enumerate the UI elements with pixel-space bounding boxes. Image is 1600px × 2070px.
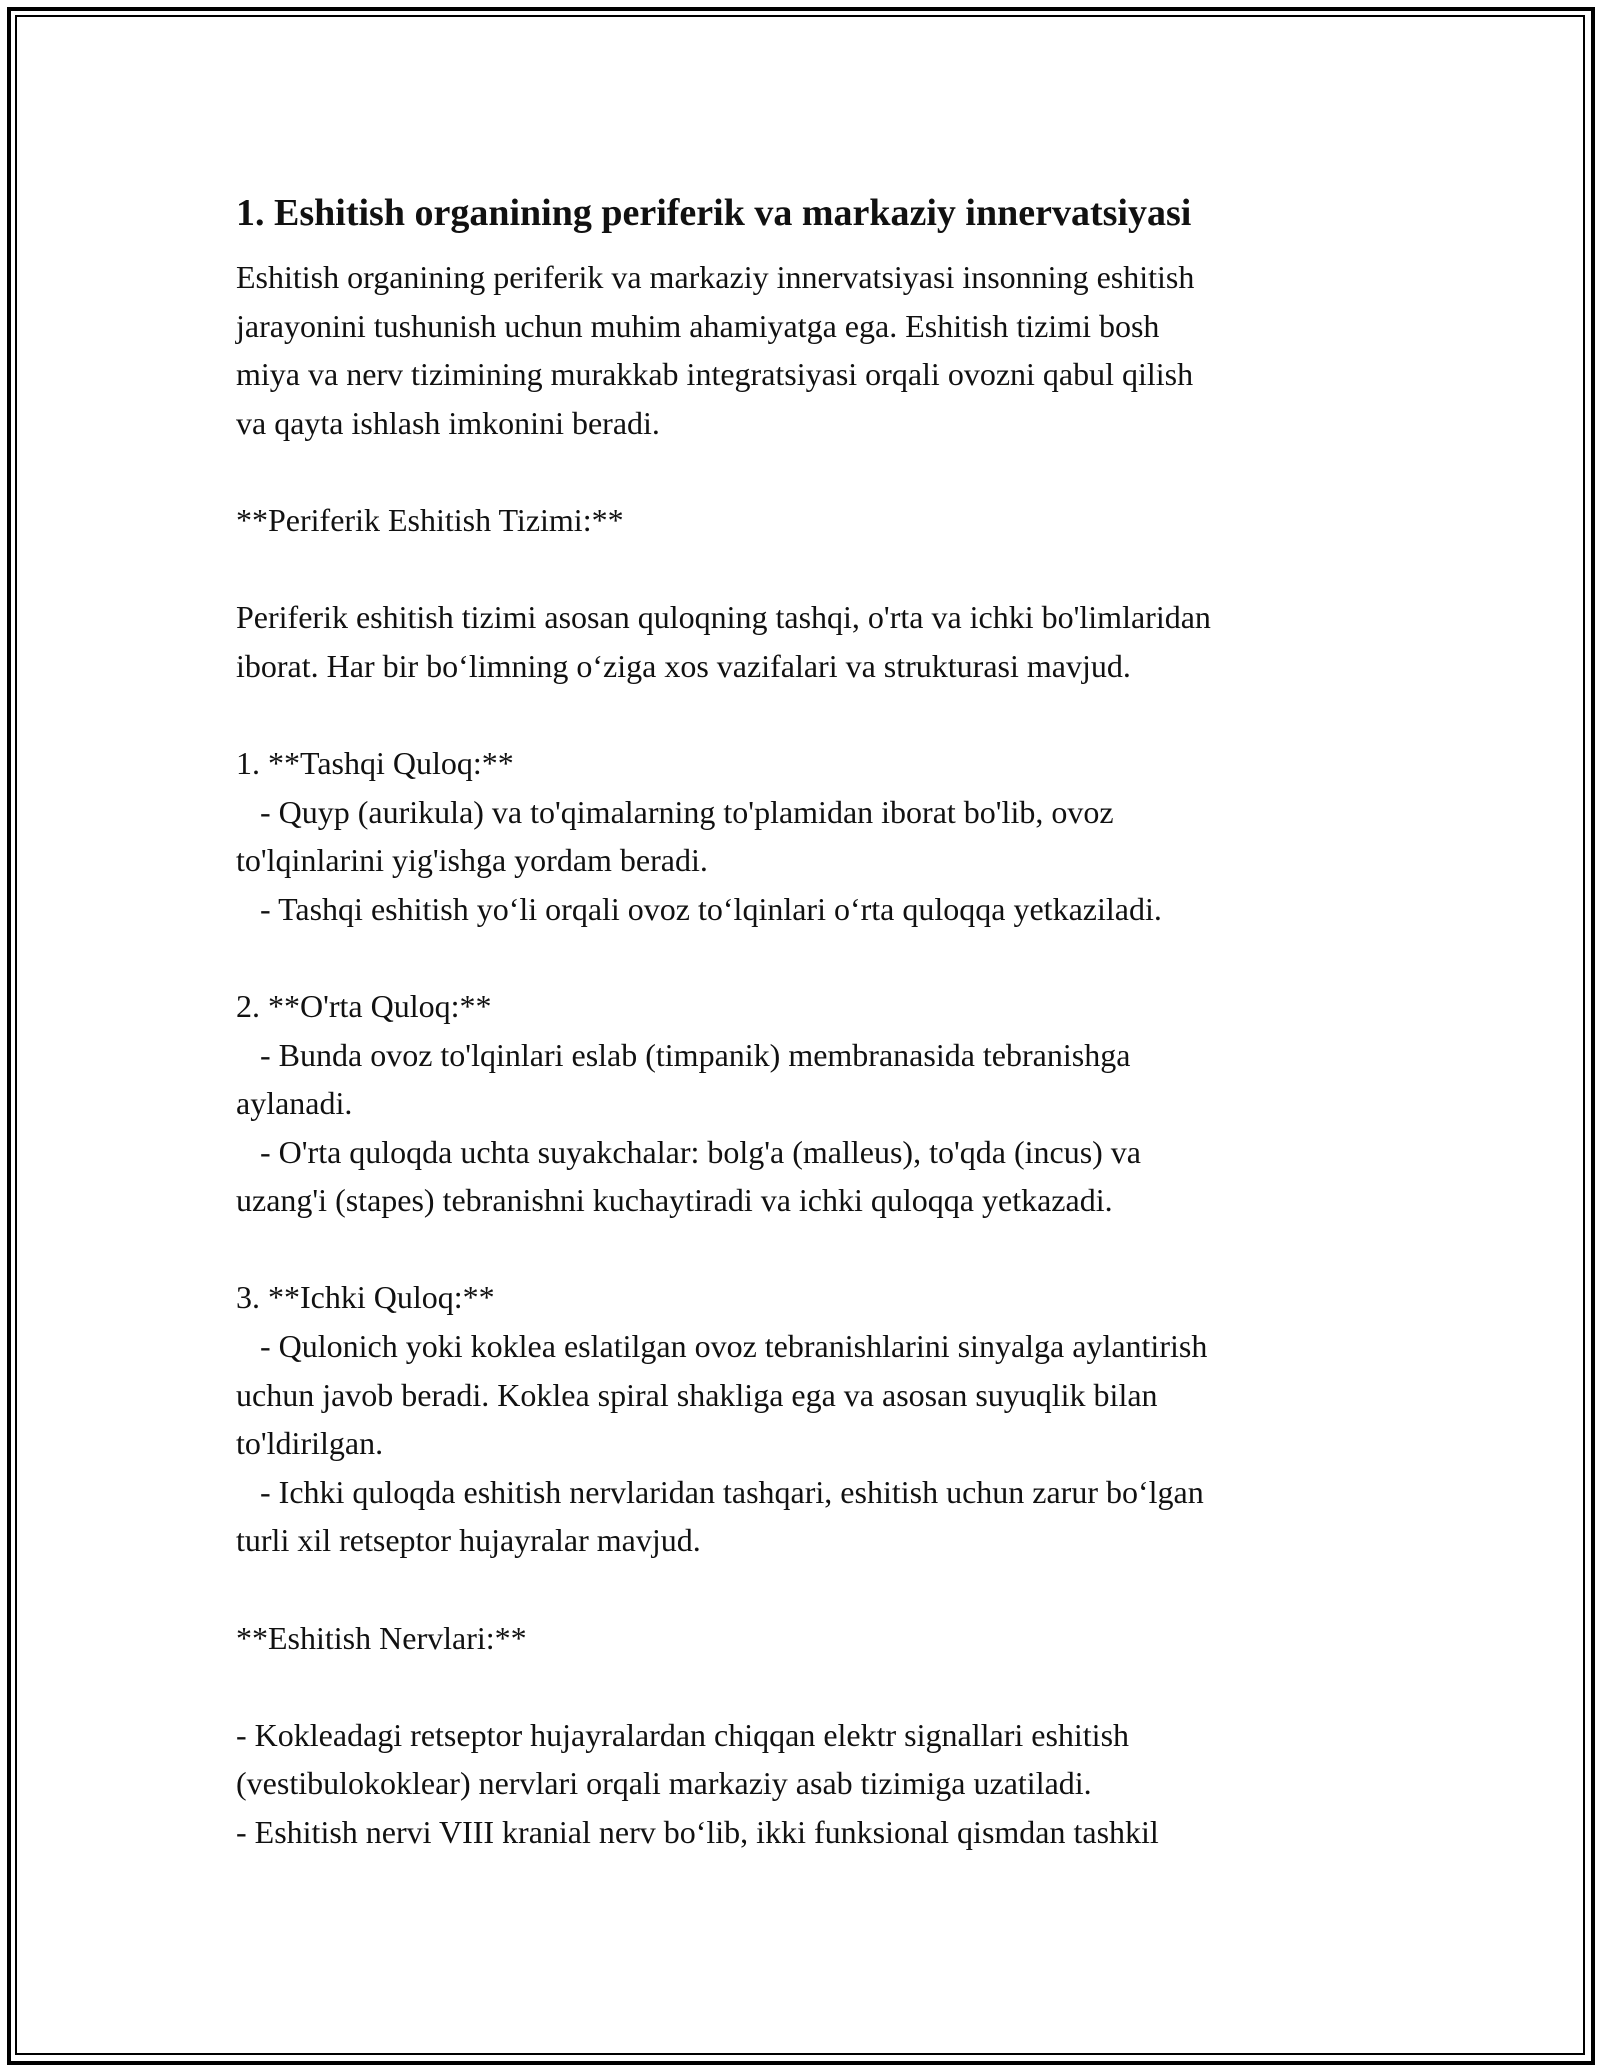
blank-line xyxy=(236,933,1366,982)
text-line: turli xil retseptor hujayralar mavjud. xyxy=(236,1522,701,1559)
text-line: Eshitish organining periferik va markaziy innervatsiyasi insonning eshitish xyxy=(236,259,1195,295)
list-item: - Quyp (aurikula) va to'qimalarning to'plamidan iborat bo'lib, ovoz xyxy=(236,793,1114,830)
list-item: - Tashqi eshitish yo‘li orqali ovoz to‘lqinlari o‘rta quloqqa yetkaziladi. xyxy=(236,890,1162,927)
text-line: va qayta ishlash imkonini beradi. xyxy=(236,404,660,441)
list-heading: 3. **Ichki Quloq:** xyxy=(236,1279,495,1316)
list-item: - Ichki quloqda eshitish nervlaridan tashqari, eshitish uchun zarur bo‘lgan xyxy=(236,1473,1204,1510)
list-item: - Qulonich yoki koklea eslatilgan ovoz tebranishlarini sinyalga aylantirish xyxy=(236,1328,1208,1365)
list-item: - Eshitish nervi VIII kranial nerv bo‘lib, ikki funksional qismdan tashkil xyxy=(236,1814,1159,1850)
text-line: (vestibulokoklear) nervlari orqali markaziy asab tizimiga uzatiladi. xyxy=(236,1765,1092,1802)
blank-line xyxy=(236,1565,1366,1614)
blank-line xyxy=(236,690,1366,739)
list-item: - Bunda ovoz to'lqinlari eslab (timpanik) membranasida tebranishga xyxy=(236,1036,1131,1073)
text-line: to'ldirilgan. xyxy=(236,1425,384,1462)
text-line: to'lqinlarini yig'ishga yordam beradi. xyxy=(236,842,708,879)
document-title: 1. Eshitish organining periferik va markaziy innervatsiyasi xyxy=(236,192,1192,234)
text-line: uzang'i (stapes) tebranishni kuchaytiradi va ichki quloqqa yetkazadi. xyxy=(236,1182,1113,1219)
blank-line xyxy=(236,545,1366,594)
text-line: miya va nerv tizimining murakkab integratsiyasi orqali ovozni qabul qilish xyxy=(236,356,1194,393)
section-heading: **Eshitish Nervlari:** xyxy=(236,1619,527,1656)
list-item: - Kokleadagi retseptor hujayralardan chiqqan elektr signallari eshitish xyxy=(236,1716,1130,1753)
list-item: - O'rta quloqda uchta suyakchalar: bolg'a (malleus), to'qda (incus) va xyxy=(236,1133,1141,1170)
text-line: aylanadi. xyxy=(236,1085,353,1122)
list-heading: 2. **O'rta Quloq:** xyxy=(236,987,492,1024)
text-line: uchun javob beradi. Koklea spiral shakliga ega va asosan suyuqlik bilan xyxy=(236,1376,1158,1413)
list-heading: 1. **Tashqi Quloq:** xyxy=(236,744,514,781)
section-heading: **Periferik Eshitish Tizimi:** xyxy=(236,501,624,538)
text-line: iborat. Har bir bo‘limning o‘ziga xos vazifalari va strukturasi mavjud. xyxy=(236,647,1131,684)
text-line: jarayonini tushunish uchun muhim ahamiyatga ega. Eshitish tizimi bosh xyxy=(236,307,1160,344)
document-body xyxy=(236,185,1366,1857)
text-line: Periferik eshitish tizimi asosan quloqning tashqi, o'rta va ichki bo'limlaridan xyxy=(236,599,1211,636)
blank-line xyxy=(236,1662,1366,1711)
blank-line xyxy=(236,447,1366,496)
blank-line xyxy=(236,1225,1366,1274)
